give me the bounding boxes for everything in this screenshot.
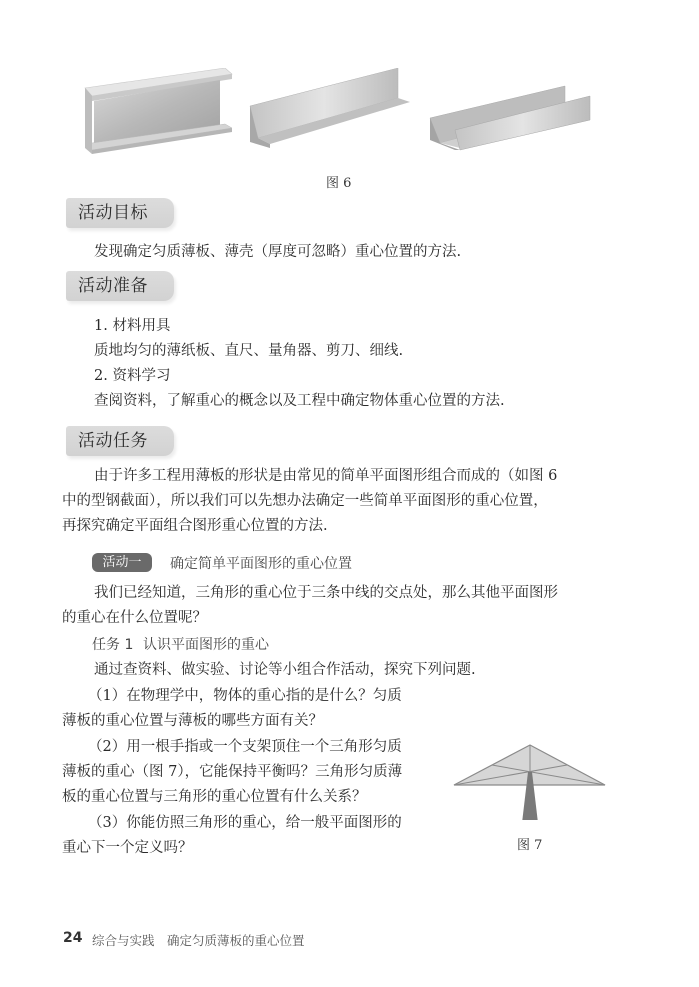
tasks-intro-line-1: 由于许多工程用薄板的形状是由常见的简单平面图形组合而成的（如图 6 <box>94 468 558 484</box>
question-3-line-1: （3）你能仿照三角形的重心，给一般平面图形的 <box>88 815 402 831</box>
goal-text: 发现确定匀质薄板、薄壳（厚度可忽略）重心位置的方法. <box>94 244 462 260</box>
prep-item-1-heading: 1. 材料用具 <box>94 318 171 334</box>
question-2-line-3: 板的重心位置与三角形的重心位置有什么关系？ <box>62 789 367 805</box>
figure-6-caption: 图 6 <box>326 176 352 191</box>
section-heading-prep: 活动准备 <box>66 271 174 301</box>
activity-1-intro-line-1: 我们已经知道，三角形的重心位于三条中线的交点处，那么其他平面图形 <box>94 585 558 601</box>
prep-item-1-text: 质地均匀的薄纸板、直尺、量角器、剪刀、细线. <box>94 343 404 359</box>
running-footer: 综合与实践 确定匀质薄板的重心位置 <box>92 933 305 948</box>
prep-item-2-text: 查阅资料，了解重心的概念以及工程中确定物体重心位置的方法. <box>94 393 505 409</box>
tasks-intro-line-3: 再探究确定平面组合图形重心位置的方法. <box>62 518 328 534</box>
angle-steel-icon <box>250 68 410 148</box>
question-1-line-1: （1）在物理学中，物体的重心指的是什么？匀质 <box>88 688 402 704</box>
steel-beams-illustration <box>80 68 600 163</box>
task-1-lead: 通过查资料、做实验、讨论等小组合作活动，探究下列问题. <box>94 662 476 678</box>
channel-steel-icon <box>430 86 590 150</box>
page-number: 24 <box>63 930 83 946</box>
section-heading-goal: 活动目标 <box>66 198 174 228</box>
figure-7-caption: 图 7 <box>517 838 543 853</box>
task-1-label: 任务 1 <box>92 637 134 653</box>
question-1-line-2: 薄板的重心位置与薄板的哪些方面有关？ <box>62 713 323 729</box>
section-heading-tasks: 活动任务 <box>66 426 174 456</box>
question-2-line-2: 薄板的重心（图 7），它能保持平衡吗？三角形匀质薄 <box>62 764 403 780</box>
question-3-line-2: 重心下一个定义吗？ <box>62 840 193 856</box>
prep-item-2-heading: 2. 资料学习 <box>94 368 171 384</box>
activity-1-intro-line-2: 的重心在什么位置呢？ <box>62 610 207 626</box>
task-1-title: 认识平面图形的重心 <box>143 637 269 653</box>
activity-1-badge: 活动一 <box>92 553 152 572</box>
figure-7-triangle-balance <box>452 740 612 820</box>
triangle-on-stand-icon <box>452 740 612 820</box>
figure-6-steel-profiles <box>80 68 600 163</box>
tasks-intro-line-2: 中的型钢截面），所以我们可以先想办法确定一些简单平面图形的重心位置， <box>62 493 548 509</box>
i-beam-icon <box>85 68 232 154</box>
activity-1-title: 确定简单平面图形的重心位置 <box>170 556 352 572</box>
question-2-line-1: （2）用一根手指或一个支架顶住一个三角形匀质 <box>88 739 402 755</box>
